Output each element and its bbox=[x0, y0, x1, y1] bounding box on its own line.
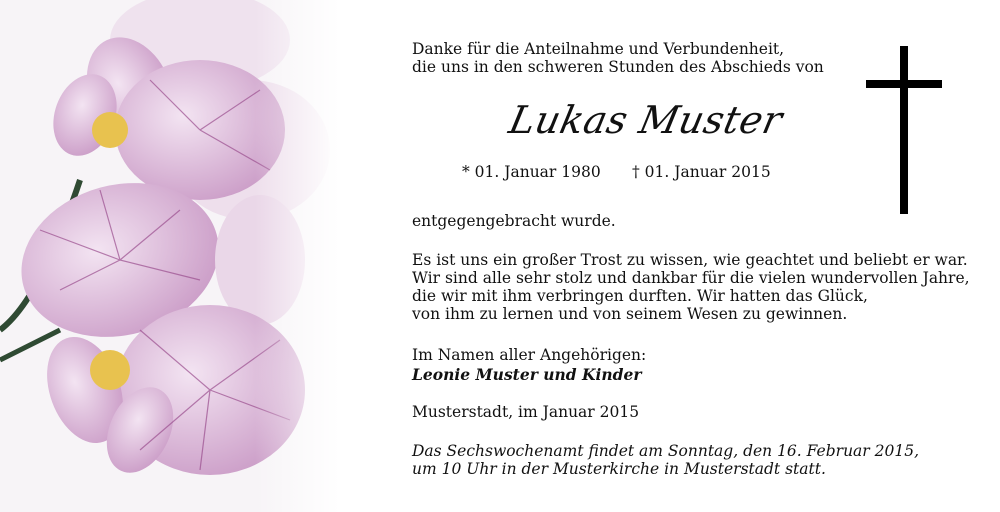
service-notice: Das Sechswochenamt findet am Sonntag, den 16. Februar 2015, um 10 Uhr in der Musterkirche in Musterstadt statt. bbox=[412, 442, 919, 478]
signature-name: Leonie Muster und Kinder bbox=[412, 365, 642, 384]
deceased-name: Lukas Muster bbox=[505, 98, 787, 142]
body-text: Es ist uns ein großer Trost zu wissen, wie geachtet und beliebt er war. Wir sind alle sehr stolz und dankbar für die vielen wundervollen Jahre, die wir mit ihm verbringen durften. Wir hatten das Glück, von ihm zu lernen und von seinem Wesen zu gewinnen. bbox=[412, 251, 970, 323]
intro-text: Danke für die Anteilnahme und Verbundenheit, die uns in den schweren Stunden des Abschieds von bbox=[412, 40, 824, 76]
orchid-image bbox=[0, 0, 340, 512]
death-date: † 01. Januar 2015 bbox=[632, 163, 771, 181]
acknowledgement-text: entgegengebracht wurde. bbox=[412, 212, 616, 230]
signature-label: Im Namen aller Angehörigen: bbox=[412, 346, 647, 364]
cross-icon bbox=[866, 46, 942, 214]
place-date: Musterstadt, im Januar 2015 bbox=[412, 403, 640, 421]
birth-date: * 01. Januar 1980 bbox=[462, 163, 601, 181]
